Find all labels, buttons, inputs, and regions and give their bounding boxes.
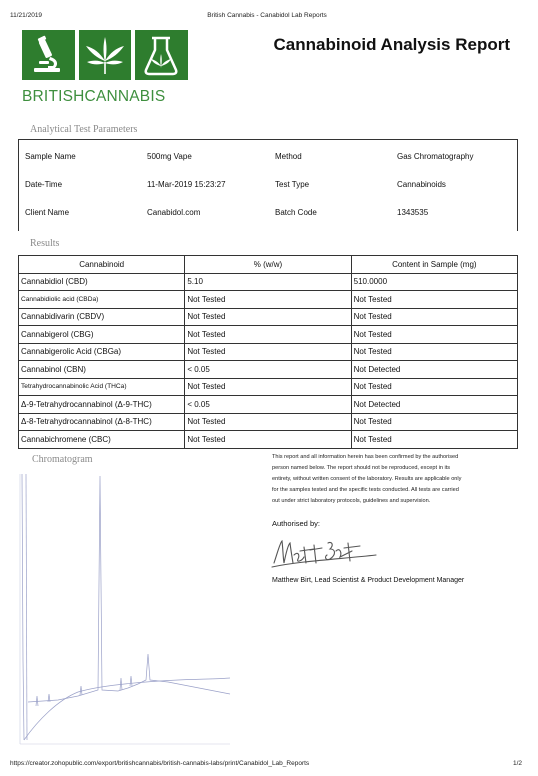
param-value: Gas Chromatography bbox=[397, 152, 474, 161]
chromatogram-section-label: Chromatogram bbox=[32, 454, 93, 465]
percent-value: Not Tested bbox=[185, 343, 351, 361]
table-row bbox=[19, 308, 518, 326]
page-number: 1/2 bbox=[512, 760, 522, 767]
disclaimer-line: out under strict laboratory protocols, guidelines and supervision. bbox=[272, 498, 431, 504]
percent-value: Not Tested bbox=[185, 413, 351, 431]
print-header bbox=[10, 12, 524, 24]
chromatogram-baseline-drift bbox=[24, 678, 230, 740]
brand-part-1: BRITISH bbox=[22, 88, 85, 105]
percent-value: < 0.05 bbox=[185, 396, 351, 414]
percent-value: < 0.05 bbox=[185, 361, 351, 379]
authorised-by-label: Authorised by: bbox=[272, 519, 320, 528]
table-row bbox=[19, 431, 518, 449]
param-value: Cannabinoids bbox=[397, 180, 446, 189]
param-label: Sample Name bbox=[25, 152, 76, 161]
british-cannabis-logo bbox=[22, 30, 188, 104]
table-row bbox=[19, 326, 518, 344]
content-value: Not Tested bbox=[351, 308, 517, 326]
report-title: Cannabinoid Analysis Report bbox=[273, 35, 510, 54]
cannabinoid-name: Cannabidiol (CBD) bbox=[19, 273, 185, 291]
results-header-row bbox=[19, 256, 518, 274]
disclaimer-text bbox=[272, 452, 512, 507]
cannabinoid-name: Cannabigerol (CBG) bbox=[19, 326, 185, 344]
print-page-title: British Cannabis - Canabidol Lab Reports bbox=[207, 12, 327, 19]
param-label: Client Name bbox=[25, 208, 70, 217]
content-value: Not Tested bbox=[351, 378, 517, 396]
print-url: https://creator.zohopublic.com/export/britishcannabis/british-cannabis-labs/print/Canabidol_Lab_Reports bbox=[10, 760, 310, 767]
column-header-cannabinoid: Cannabinoid bbox=[19, 256, 185, 274]
cannabinoid-name: Cannabigerolic Acid (CBGa) bbox=[19, 343, 185, 361]
percent-value: Not Tested bbox=[185, 378, 351, 396]
brand-wordmark bbox=[22, 88, 165, 106]
percent-value: Not Tested bbox=[185, 308, 351, 326]
param-value: 500mg Vape bbox=[147, 152, 192, 161]
disclaimer-line: person named below. The report should not be reproduced, except in its bbox=[272, 465, 451, 471]
disclaimer-line: for the samples tested and the specific tests conducted. All tests are carried bbox=[272, 487, 459, 493]
param-label: Method bbox=[275, 152, 302, 161]
cannabinoid-name: Cannabidivarin (CBDV) bbox=[19, 308, 185, 326]
flask-leaf-icon bbox=[135, 30, 188, 80]
results-section-label: Results bbox=[30, 238, 60, 249]
cannabinoid-name: Cannabichromene (CBC) bbox=[19, 431, 185, 449]
cannabinoid-name: Δ-8-Tetrahydrocannabinol (Δ-8-THC) bbox=[19, 413, 185, 431]
percent-value: Not Tested bbox=[185, 431, 351, 449]
content-value: Not Tested bbox=[351, 343, 517, 361]
table-row bbox=[19, 343, 518, 361]
chromatogram-image bbox=[18, 470, 232, 750]
table-row bbox=[19, 273, 518, 291]
chromatogram-solvent-front bbox=[22, 474, 24, 740]
param-label: Test Type bbox=[275, 180, 310, 189]
signer-name: Matthew Birt, Lead Scientist & Product Development Manager bbox=[272, 577, 465, 584]
param-value: 1343535 bbox=[397, 208, 429, 217]
content-value: Not Detected bbox=[351, 396, 517, 414]
disclaimer-line: entirety, without written consent of the laboratory. Results are applicable only bbox=[272, 476, 462, 482]
content-value: Not Tested bbox=[351, 413, 517, 431]
chromatogram-plot bbox=[18, 470, 232, 750]
percent-value: Not Tested bbox=[185, 326, 351, 344]
handwritten-signature bbox=[270, 533, 380, 573]
table-row bbox=[19, 413, 518, 431]
table-row bbox=[19, 396, 518, 414]
results-table bbox=[18, 255, 518, 449]
table-row bbox=[19, 378, 518, 396]
brand-part-2: CANNABIS bbox=[84, 88, 166, 105]
cannabinoid-name: Δ-9-Tetrahydrocannabinol (Δ-9-THC) bbox=[19, 396, 185, 414]
cannabinoid-name: Cannabinol (CBN) bbox=[19, 361, 185, 379]
table-row bbox=[19, 291, 518, 309]
content-value: 510.0000 bbox=[351, 273, 517, 291]
logo-tiles bbox=[22, 30, 188, 80]
cannabinoid-name: Cannabidiolic acid (CBDa) bbox=[19, 291, 185, 309]
disclaimer-line: This report and all information herein has been confirmed by the authorised bbox=[272, 454, 459, 460]
content-value: Not Detected bbox=[351, 361, 517, 379]
cannabinoid-name: Tetrahydrocannabinolic Acid (THCa) bbox=[19, 378, 185, 396]
param-value: Canabidol.com bbox=[147, 208, 201, 217]
parameters-table bbox=[18, 139, 518, 231]
column-header-percent: % (w/w) bbox=[185, 256, 351, 274]
column-header-content: Content in Sample (mg) bbox=[351, 256, 517, 274]
microscope-icon bbox=[22, 30, 75, 80]
content-value: Not Tested bbox=[351, 326, 517, 344]
param-value: 11-Mar-2019 15:23:27 bbox=[147, 180, 226, 189]
chromatogram-trace bbox=[28, 476, 230, 702]
param-label: Batch Code bbox=[275, 208, 317, 217]
percent-value: Not Tested bbox=[185, 291, 351, 309]
param-label: Date-Time bbox=[25, 180, 63, 189]
table-row bbox=[19, 361, 518, 379]
chromatogram-solvent-peak bbox=[26, 474, 27, 740]
print-date: 11/21/2019 bbox=[10, 12, 43, 19]
content-value: Not Tested bbox=[351, 431, 517, 449]
parameters-section-label: Analytical Test Parameters bbox=[30, 124, 138, 135]
cannabis-leaf-icon bbox=[79, 30, 132, 80]
content-value: Not Tested bbox=[351, 291, 517, 309]
percent-value: 5.10 bbox=[185, 273, 351, 291]
print-footer bbox=[10, 760, 522, 770]
